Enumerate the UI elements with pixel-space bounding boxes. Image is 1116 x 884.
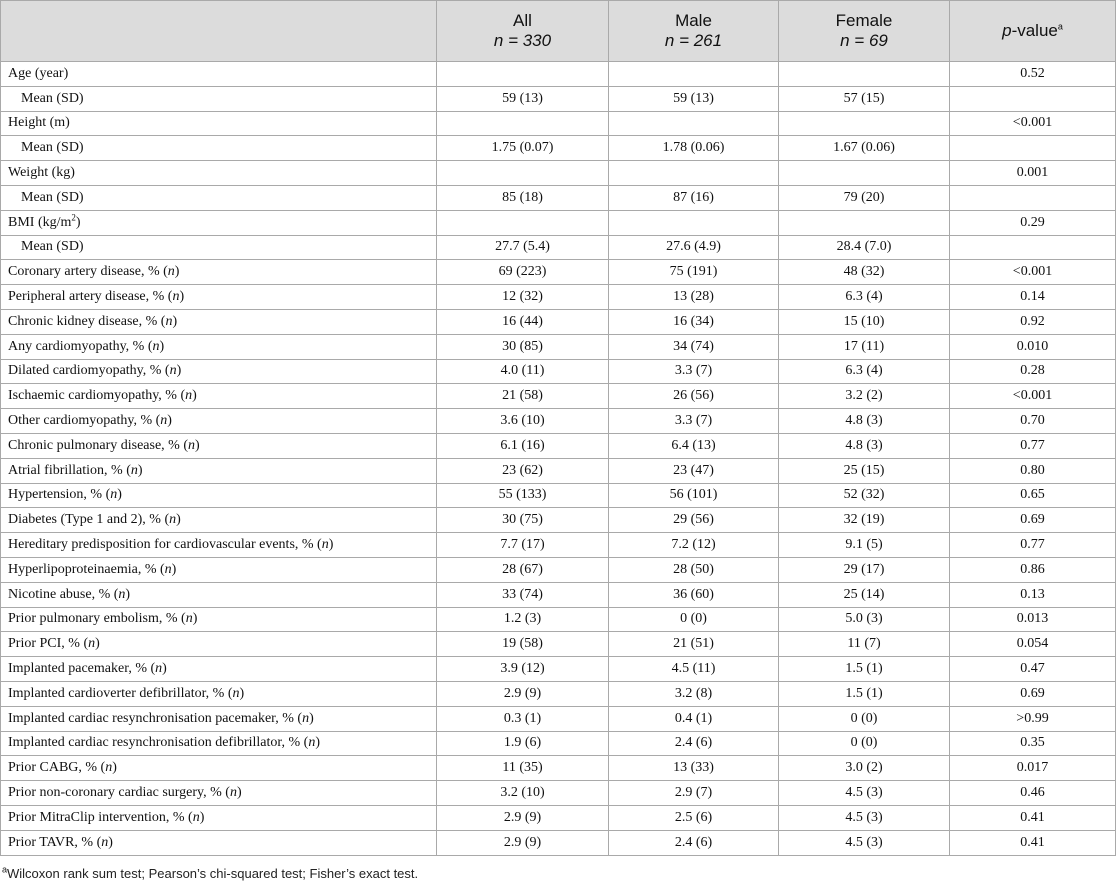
row-label-n: n bbox=[169, 512, 177, 528]
row-label-n: n bbox=[160, 413, 168, 429]
row-label-suffix: ) bbox=[192, 611, 198, 627]
table-row bbox=[1, 607, 1116, 632]
row-label-n: n bbox=[155, 661, 163, 677]
cell-all: 69 (223) bbox=[437, 260, 609, 285]
header-female bbox=[779, 1, 950, 62]
table-header bbox=[1, 1, 1116, 62]
row-label-text: Hereditary predisposition for cardiovascular events, % ( bbox=[8, 537, 322, 553]
row-label bbox=[1, 235, 437, 260]
cell-male bbox=[609, 161, 779, 186]
table-footnote bbox=[2, 866, 418, 881]
row-label bbox=[1, 781, 437, 806]
row-label-suffix: ) bbox=[167, 413, 172, 429]
cell-pvalue: 0.28 bbox=[950, 359, 1116, 384]
cell-pvalue: 0.70 bbox=[950, 409, 1116, 434]
cell-male: 4.5 (11) bbox=[609, 657, 779, 682]
cell-male bbox=[609, 62, 779, 87]
cell-male: 59 (13) bbox=[609, 86, 779, 111]
row-label-n: n bbox=[229, 785, 237, 800]
cell-female: 3.2 (2) bbox=[779, 384, 950, 409]
cell-pvalue: <0.001 bbox=[950, 384, 1116, 409]
row-label-suffix: ) bbox=[162, 661, 167, 677]
row-label-suffix: ) bbox=[125, 586, 131, 602]
cell-pvalue: 0.86 bbox=[950, 557, 1116, 582]
row-label-text: Age (year) bbox=[8, 65, 69, 81]
cell-male: 13 (28) bbox=[609, 285, 779, 310]
row-label-text: Mean (SD) bbox=[21, 90, 84, 106]
table-row bbox=[1, 756, 1116, 781]
row-label-suffix: ) bbox=[75, 214, 81, 230]
row-label-suffix: ) bbox=[176, 363, 182, 379]
table-row bbox=[1, 731, 1116, 756]
row-label bbox=[1, 111, 437, 136]
table-row bbox=[1, 483, 1116, 508]
row-label-suffix: ) bbox=[328, 537, 334, 553]
row-label bbox=[1, 657, 437, 682]
row-label-suffix: ) bbox=[172, 313, 178, 329]
row-label-suffix: ) bbox=[195, 437, 200, 453]
row-label-text: Implanted cardiac resynchronisation defibrillator, % ( bbox=[8, 735, 309, 751]
row-label bbox=[1, 384, 437, 409]
cell-female: 0 (0) bbox=[779, 706, 950, 731]
row-label-text: Implanted cardiac resynchronisation pacemaker, % ( bbox=[8, 710, 303, 726]
row-label bbox=[1, 731, 437, 756]
cell-pvalue: 0.80 bbox=[950, 458, 1116, 483]
row-label bbox=[1, 185, 437, 210]
row-label-suffix: ) bbox=[137, 462, 143, 478]
table-row bbox=[1, 136, 1116, 161]
cell-male: 3.3 (7) bbox=[609, 409, 779, 434]
row-label-text: Chronic kidney disease, % ( bbox=[8, 313, 166, 329]
cell-female: 4.5 (3) bbox=[779, 830, 950, 855]
row-label-suffix: ) bbox=[112, 760, 117, 776]
row-label-n: n bbox=[192, 809, 200, 825]
cell-male: 75 (191) bbox=[609, 260, 779, 285]
row-label bbox=[1, 285, 437, 310]
row-label-text: Other cardiomyopathy, % ( bbox=[8, 413, 161, 429]
row-label bbox=[1, 458, 437, 483]
header-male-name: Male bbox=[675, 11, 712, 30]
row-label bbox=[1, 508, 437, 533]
table-row bbox=[1, 210, 1116, 235]
cell-female: 4.8 (3) bbox=[779, 433, 950, 458]
cell-female: 9.1 (5) bbox=[779, 533, 950, 558]
table-row bbox=[1, 557, 1116, 582]
cell-all: 85 (18) bbox=[437, 185, 609, 210]
table-row bbox=[1, 309, 1116, 334]
table-row bbox=[1, 86, 1116, 111]
cell-pvalue: 0.69 bbox=[950, 508, 1116, 533]
cell-pvalue: 0.46 bbox=[950, 781, 1116, 806]
cell-all: 6.1 (16) bbox=[437, 433, 609, 458]
header-male bbox=[609, 1, 779, 62]
table-row bbox=[1, 409, 1116, 434]
row-label-text: Diabetes (Type 1 and 2), % ( bbox=[8, 512, 170, 528]
row-label-text: Coronary artery disease, % ( bbox=[8, 264, 168, 280]
table-row bbox=[1, 62, 1116, 87]
cell-male bbox=[609, 111, 779, 136]
row-label-text: Any cardiomyopathy, % ( bbox=[8, 338, 153, 354]
row-label-text: Prior TAVR, % ( bbox=[8, 834, 102, 850]
cell-all: 27.7 (5.4) bbox=[437, 235, 609, 260]
cell-all: 11 (35) bbox=[437, 756, 609, 781]
cell-pvalue: 0.35 bbox=[950, 731, 1116, 756]
cell-male bbox=[609, 210, 779, 235]
row-label bbox=[1, 607, 437, 632]
row-label-n: n bbox=[152, 338, 160, 354]
row-label-text: BMI (kg/m bbox=[8, 214, 72, 230]
cell-male: 6.4 (13) bbox=[609, 433, 779, 458]
row-label-n: n bbox=[308, 735, 316, 751]
cell-male: 29 (56) bbox=[609, 508, 779, 533]
row-label bbox=[1, 210, 437, 235]
row-label-suffix: ) bbox=[236, 785, 242, 800]
row-label bbox=[1, 582, 437, 607]
table-row bbox=[1, 781, 1116, 806]
row-label bbox=[1, 533, 437, 558]
row-label-n: n bbox=[88, 636, 96, 652]
row-label-text: Height (m) bbox=[8, 115, 70, 131]
row-label-n: n bbox=[232, 685, 240, 701]
table-row bbox=[1, 433, 1116, 458]
row-label-n: n bbox=[321, 537, 329, 553]
table-row bbox=[1, 458, 1116, 483]
row-label-n: n bbox=[130, 462, 138, 478]
cell-pvalue: 0.77 bbox=[950, 533, 1116, 558]
row-label-suffix: ) bbox=[171, 561, 177, 577]
row-label-n: n bbox=[302, 710, 310, 726]
row-label bbox=[1, 681, 437, 706]
table-body bbox=[1, 62, 1116, 856]
row-label-text: Prior non-coronary cardiac surgery, % ( bbox=[8, 785, 230, 800]
cell-male: 21 (51) bbox=[609, 632, 779, 657]
cell-pvalue bbox=[950, 86, 1116, 111]
cell-female: 1.67 (0.06) bbox=[779, 136, 950, 161]
row-label-n: n bbox=[118, 586, 126, 602]
row-label-suffix: ) bbox=[159, 338, 165, 354]
cell-pvalue: 0.77 bbox=[950, 433, 1116, 458]
cell-pvalue: <0.001 bbox=[950, 260, 1116, 285]
row-label-text: Prior pulmonary embolism, % ( bbox=[8, 611, 186, 627]
row-label-n: n bbox=[185, 611, 193, 627]
cell-all: 28 (67) bbox=[437, 557, 609, 582]
table-row bbox=[1, 260, 1116, 285]
row-label-suffix: ) bbox=[192, 388, 197, 404]
row-label-n: n bbox=[165, 313, 173, 329]
cell-all: 16 (44) bbox=[437, 309, 609, 334]
header-male-n: n = 261 bbox=[664, 31, 723, 50]
cell-all: 55 (133) bbox=[437, 483, 609, 508]
row-label bbox=[1, 805, 437, 830]
cell-all: 1.9 (6) bbox=[437, 731, 609, 756]
cell-pvalue: 0.69 bbox=[950, 681, 1116, 706]
row-label-n: n bbox=[169, 363, 177, 379]
row-label-text: Nicotine abuse, % ( bbox=[8, 586, 119, 602]
table-row bbox=[1, 657, 1116, 682]
cell-pvalue: 0.41 bbox=[950, 830, 1116, 855]
cell-all: 7.7 (17) bbox=[437, 533, 609, 558]
table-row bbox=[1, 830, 1116, 855]
cell-male: 3.2 (8) bbox=[609, 681, 779, 706]
cell-pvalue: 0.013 bbox=[950, 607, 1116, 632]
row-label-suffix: ) bbox=[174, 264, 180, 280]
row-label-suffix: ) bbox=[108, 834, 113, 850]
cell-female: 32 (19) bbox=[779, 508, 950, 533]
row-label-text: Implanted pacemaker, % ( bbox=[8, 661, 156, 677]
row-label bbox=[1, 86, 437, 111]
row-label-text: Prior CABG, % ( bbox=[8, 760, 106, 776]
cell-male: 0 (0) bbox=[609, 607, 779, 632]
row-label bbox=[1, 409, 437, 434]
cell-male: 26 (56) bbox=[609, 384, 779, 409]
row-label-suffix: ) bbox=[199, 809, 205, 825]
cell-all: 1.2 (3) bbox=[437, 607, 609, 632]
cell-male: 2.9 (7) bbox=[609, 781, 779, 806]
cell-all: 3.6 (10) bbox=[437, 409, 609, 434]
cell-male: 7.2 (12) bbox=[609, 533, 779, 558]
header-pvalue bbox=[950, 1, 1116, 62]
table-row bbox=[1, 359, 1116, 384]
table-row bbox=[1, 285, 1116, 310]
cell-pvalue: <0.001 bbox=[950, 111, 1116, 136]
cell-female: 25 (15) bbox=[779, 458, 950, 483]
row-label-text: Mean (SD) bbox=[21, 189, 84, 205]
row-label bbox=[1, 483, 437, 508]
cell-pvalue: 0.47 bbox=[950, 657, 1116, 682]
row-label bbox=[1, 756, 437, 781]
cell-female bbox=[779, 62, 950, 87]
table-row bbox=[1, 582, 1116, 607]
cell-all bbox=[437, 161, 609, 186]
cell-female: 6.3 (4) bbox=[779, 359, 950, 384]
cell-female: 5.0 (3) bbox=[779, 607, 950, 632]
cell-male: 13 (33) bbox=[609, 756, 779, 781]
cell-female bbox=[779, 210, 950, 235]
cell-pvalue: 0.92 bbox=[950, 309, 1116, 334]
table-row bbox=[1, 161, 1116, 186]
cell-pvalue: 0.017 bbox=[950, 756, 1116, 781]
cell-male: 1.78 (0.06) bbox=[609, 136, 779, 161]
header-all bbox=[437, 1, 609, 62]
cell-all: 2.9 (9) bbox=[437, 830, 609, 855]
cell-pvalue: >0.99 bbox=[950, 706, 1116, 731]
cell-all: 59 (13) bbox=[437, 86, 609, 111]
cell-all: 2.9 (9) bbox=[437, 681, 609, 706]
cell-all bbox=[437, 111, 609, 136]
header-all-name: All bbox=[513, 11, 532, 30]
cell-pvalue bbox=[950, 235, 1116, 260]
cell-all: 21 (58) bbox=[437, 384, 609, 409]
table-row bbox=[1, 384, 1116, 409]
row-label-n: n bbox=[167, 264, 175, 280]
cell-female: 52 (32) bbox=[779, 483, 950, 508]
header-pvalue-rest: -value bbox=[1011, 21, 1058, 40]
row-label-n: n bbox=[188, 437, 196, 453]
row-label-suffix: ) bbox=[95, 636, 100, 652]
cell-all: 19 (58) bbox=[437, 632, 609, 657]
row-label bbox=[1, 359, 437, 384]
cell-pvalue: 0.010 bbox=[950, 334, 1116, 359]
row-label-n: n bbox=[185, 388, 193, 404]
row-label-n: n bbox=[101, 834, 109, 850]
row-label bbox=[1, 161, 437, 186]
row-label-suffix: ) bbox=[239, 685, 245, 701]
table-row bbox=[1, 334, 1116, 359]
row-label-text: Peripheral artery disease, % ( bbox=[8, 289, 173, 305]
cell-pvalue bbox=[950, 136, 1116, 161]
cell-all: 30 (85) bbox=[437, 334, 609, 359]
cell-male: 16 (34) bbox=[609, 309, 779, 334]
row-label-text: Atrial fibrillation, % ( bbox=[8, 462, 131, 478]
cell-pvalue: 0.29 bbox=[950, 210, 1116, 235]
table-row bbox=[1, 632, 1116, 657]
cell-female: 3.0 (2) bbox=[779, 756, 950, 781]
header-blank bbox=[1, 1, 437, 62]
row-label bbox=[1, 557, 437, 582]
cell-all: 12 (32) bbox=[437, 285, 609, 310]
row-label-text: Weight (kg) bbox=[8, 165, 75, 181]
row-label-text: Hypertension, % ( bbox=[8, 487, 111, 503]
cell-all: 3.2 (10) bbox=[437, 781, 609, 806]
row-label-suffix: ) bbox=[117, 487, 122, 503]
header-all-n: n = 330 bbox=[493, 31, 552, 50]
row-label-text: Dilated cardiomyopathy, % ( bbox=[8, 363, 170, 379]
cell-male: 2.5 (6) bbox=[609, 805, 779, 830]
cell-male: 56 (101) bbox=[609, 483, 779, 508]
table-row bbox=[1, 681, 1116, 706]
cell-pvalue bbox=[950, 185, 1116, 210]
row-label-text: Prior MitraClip intervention, % ( bbox=[8, 809, 193, 825]
cell-female bbox=[779, 111, 950, 136]
row-label-text: Ischaemic cardiomyopathy, % ( bbox=[8, 388, 186, 404]
cell-male: 23 (47) bbox=[609, 458, 779, 483]
row-label bbox=[1, 706, 437, 731]
row-label-suffix: ) bbox=[315, 735, 320, 751]
header-female-name: Female bbox=[835, 11, 893, 30]
header-pvalue-sup: a bbox=[1057, 21, 1063, 32]
footnote-marker: a bbox=[2, 864, 8, 875]
table-row bbox=[1, 508, 1116, 533]
cell-pvalue: 0.054 bbox=[950, 632, 1116, 657]
cell-all: 30 (75) bbox=[437, 508, 609, 533]
row-label-text: Mean (SD) bbox=[21, 239, 84, 255]
cell-female: 4.5 (3) bbox=[779, 805, 950, 830]
table-row bbox=[1, 805, 1116, 830]
cell-male: 28 (50) bbox=[609, 557, 779, 582]
cell-female: 79 (20) bbox=[779, 185, 950, 210]
cell-all: 33 (74) bbox=[437, 582, 609, 607]
cell-all: 2.9 (9) bbox=[437, 805, 609, 830]
cell-female: 57 (15) bbox=[779, 86, 950, 111]
row-label bbox=[1, 136, 437, 161]
row-label-text: Prior PCI, % ( bbox=[8, 636, 89, 652]
cell-all: 4.0 (11) bbox=[437, 359, 609, 384]
row-label-suffix: ) bbox=[309, 710, 314, 726]
row-label bbox=[1, 632, 437, 657]
cell-all bbox=[437, 210, 609, 235]
cell-pvalue: 0.14 bbox=[950, 285, 1116, 310]
cell-all bbox=[437, 62, 609, 87]
cell-male: 2.4 (6) bbox=[609, 731, 779, 756]
cell-female: 4.5 (3) bbox=[779, 781, 950, 806]
row-label bbox=[1, 62, 437, 87]
cell-male: 87 (16) bbox=[609, 185, 779, 210]
cell-female: 15 (10) bbox=[779, 309, 950, 334]
table-row bbox=[1, 185, 1116, 210]
cell-male: 0.4 (1) bbox=[609, 706, 779, 731]
row-label-n: n bbox=[105, 760, 113, 776]
cell-pvalue: 0.13 bbox=[950, 582, 1116, 607]
cell-female: 11 (7) bbox=[779, 632, 950, 657]
cell-female: 4.8 (3) bbox=[779, 409, 950, 434]
cell-male: 36 (60) bbox=[609, 582, 779, 607]
cell-pvalue: 0.41 bbox=[950, 805, 1116, 830]
cell-female: 1.5 (1) bbox=[779, 681, 950, 706]
table-row bbox=[1, 111, 1116, 136]
cell-all: 23 (62) bbox=[437, 458, 609, 483]
cell-female bbox=[779, 161, 950, 186]
cell-female: 29 (17) bbox=[779, 557, 950, 582]
cell-female: 25 (14) bbox=[779, 582, 950, 607]
cell-pvalue: 0.001 bbox=[950, 161, 1116, 186]
cell-female: 6.3 (4) bbox=[779, 285, 950, 310]
row-label-text: Implanted cardioverter defibrillator, % ( bbox=[8, 685, 233, 701]
table-row bbox=[1, 533, 1116, 558]
cell-male: 27.6 (4.9) bbox=[609, 235, 779, 260]
row-label bbox=[1, 334, 437, 359]
row-label-n: n bbox=[172, 289, 180, 305]
cell-male: 2.4 (6) bbox=[609, 830, 779, 855]
row-label bbox=[1, 309, 437, 334]
cell-all: 3.9 (12) bbox=[437, 657, 609, 682]
cell-male: 3.3 (7) bbox=[609, 359, 779, 384]
row-label-text: Chronic pulmonary disease, % ( bbox=[8, 437, 189, 453]
cell-all: 1.75 (0.07) bbox=[437, 136, 609, 161]
header-female-n: n = 69 bbox=[840, 31, 888, 50]
cell-female: 0 (0) bbox=[779, 731, 950, 756]
cell-female: 17 (11) bbox=[779, 334, 950, 359]
header-pvalue-p: p bbox=[1002, 21, 1012, 40]
row-label-text: Hyperlipoproteinaemia, % ( bbox=[8, 561, 165, 577]
cell-female: 48 (32) bbox=[779, 260, 950, 285]
row-label bbox=[1, 260, 437, 285]
header-row bbox=[1, 1, 1116, 62]
table-row bbox=[1, 706, 1116, 731]
cell-female: 1.5 (1) bbox=[779, 657, 950, 682]
cell-pvalue: 0.65 bbox=[950, 483, 1116, 508]
cell-all: 0.3 (1) bbox=[437, 706, 609, 731]
row-label bbox=[1, 433, 437, 458]
row-label-text: Mean (SD) bbox=[21, 140, 84, 156]
cell-female: 28.4 (7.0) bbox=[779, 235, 950, 260]
table-row bbox=[1, 235, 1116, 260]
footnote-text: Wilcoxon rank sum test; Pearson’s chi-squared test; Fisher’s exact test. bbox=[7, 866, 419, 881]
cell-pvalue: 0.52 bbox=[950, 62, 1116, 87]
row-label-suffix: ) bbox=[176, 512, 181, 528]
cell-male: 34 (74) bbox=[609, 334, 779, 359]
row-label-sup: 2 bbox=[71, 212, 76, 223]
row-label-n: n bbox=[110, 487, 118, 503]
row-label-suffix: ) bbox=[179, 289, 185, 305]
row-label bbox=[1, 830, 437, 855]
row-label-n: n bbox=[164, 561, 172, 577]
